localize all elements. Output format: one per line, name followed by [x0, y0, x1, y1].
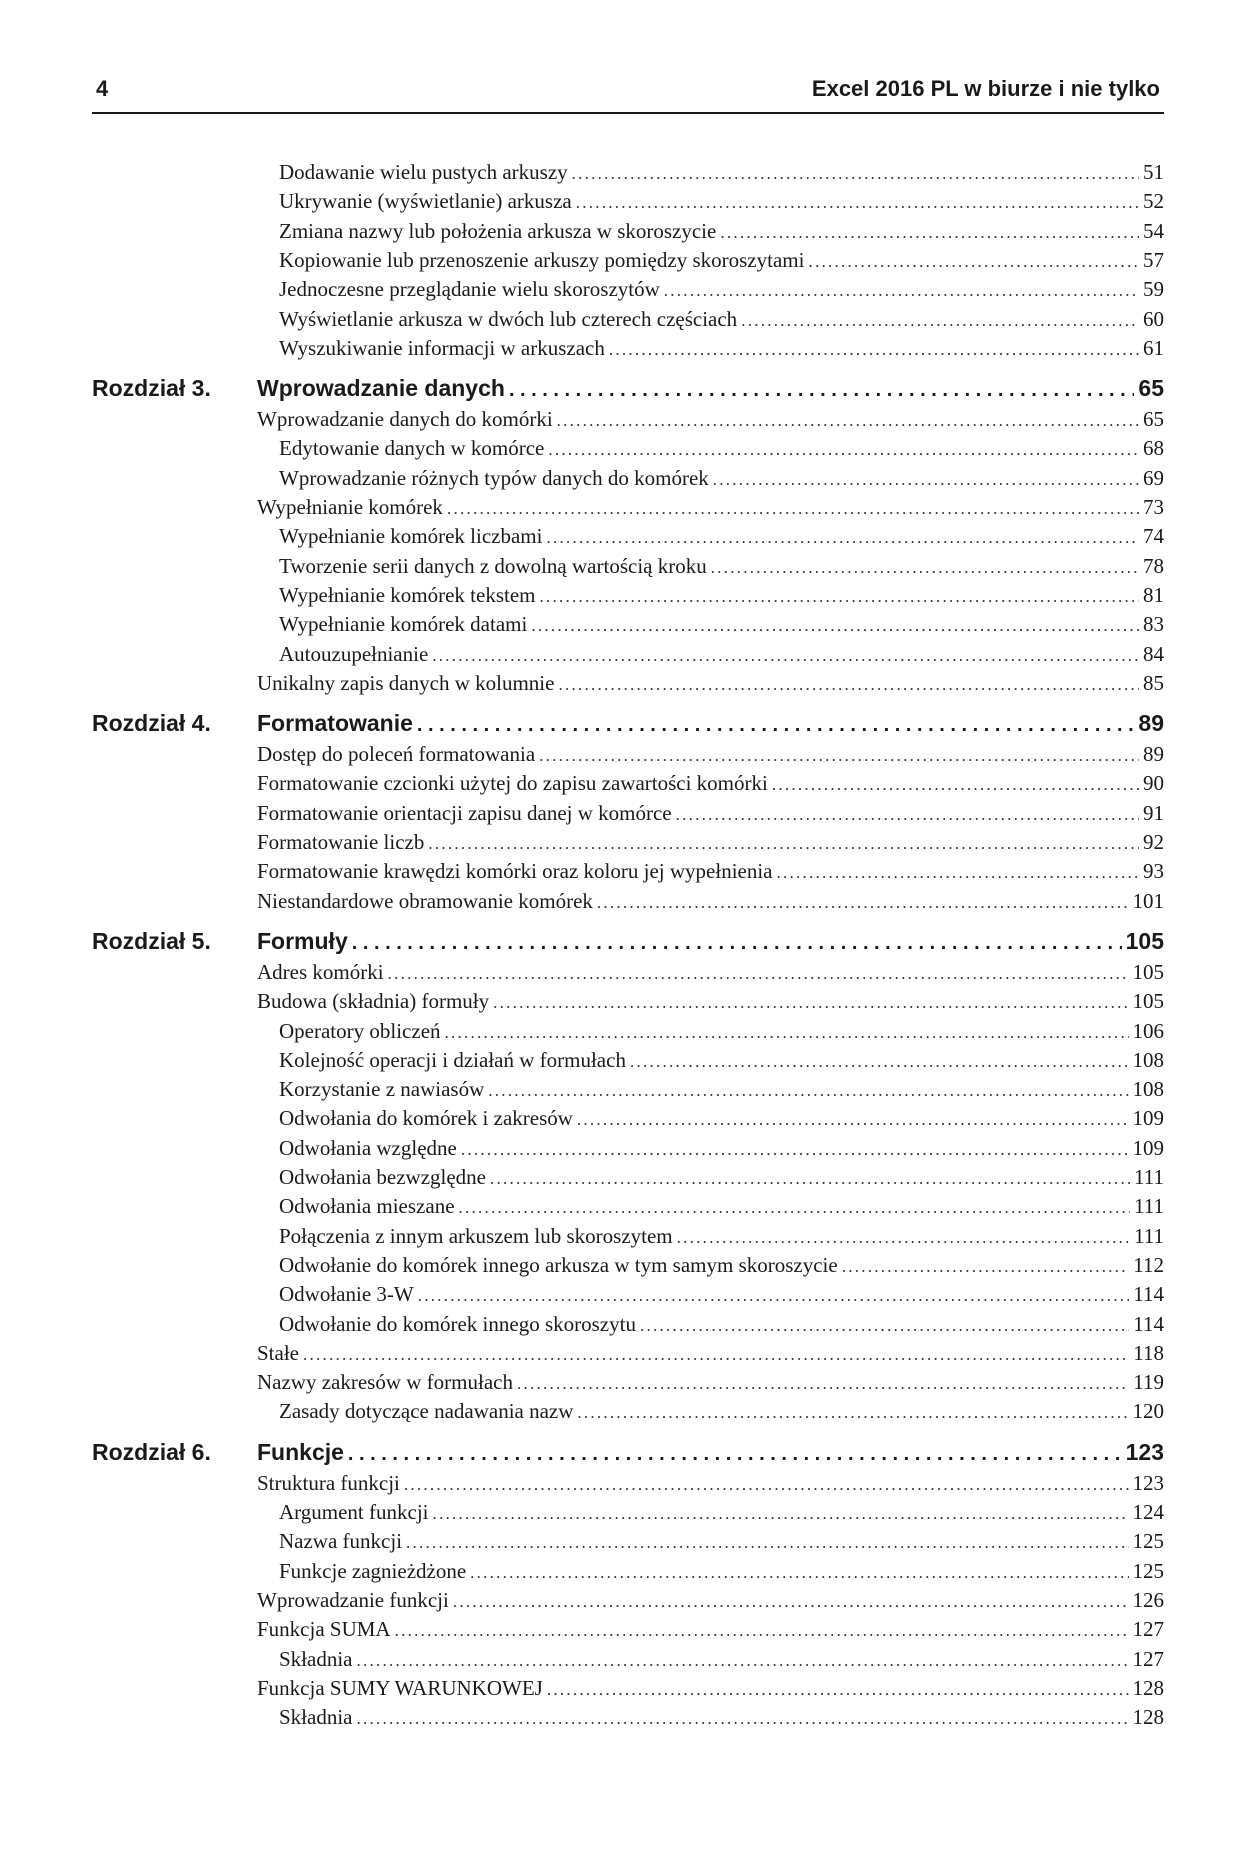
- toc-entry: [279, 189, 1164, 217]
- entry-title: Nazwa funkcji: [279, 1529, 403, 1554]
- page-ref: 118: [1133, 1340, 1164, 1365]
- dot-leader: [433, 1504, 1129, 1524]
- entry-title: Formatowanie krawędzi komórki oraz koloru jej wypełnienia: [257, 859, 773, 884]
- dot-leader: [303, 1345, 1129, 1365]
- toc-entry: [279, 1705, 1164, 1733]
- page-ref: 114: [1133, 1311, 1164, 1336]
- entry-title: Formatowanie orientacji zapisu danej w komórce: [257, 800, 672, 825]
- page-ref: 57: [1143, 247, 1164, 272]
- page-ref: 52: [1143, 189, 1164, 214]
- toc-entry: [279, 642, 1164, 670]
- entry-title: Autouzupełnianie: [279, 641, 429, 666]
- entry-title: Operatory obliczeń: [279, 1018, 441, 1043]
- toc-entry: [279, 1136, 1164, 1164]
- toc-entry: [257, 771, 1164, 799]
- page-ref: 105: [1132, 959, 1164, 984]
- dot-leader: [664, 281, 1139, 301]
- entry-title: Korzystanie z nawiasów: [279, 1077, 485, 1102]
- toc-entry: [279, 1282, 1164, 1310]
- dot-leader: [777, 863, 1139, 883]
- toc-entry: [257, 989, 1164, 1017]
- dot-leader: [517, 1374, 1129, 1394]
- toc-entry: [279, 1019, 1164, 1047]
- page-ref: 111: [1134, 1223, 1164, 1248]
- toc-entry: [279, 219, 1164, 247]
- dot-leader: [461, 1140, 1129, 1160]
- page-ref: 83: [1143, 612, 1164, 637]
- toc-entry: [257, 495, 1164, 523]
- toc-entry: [279, 1559, 1164, 1587]
- toc-entry: [279, 1500, 1164, 1528]
- toc-entry: [257, 742, 1164, 770]
- dot-leader: [539, 746, 1139, 766]
- toc-entry: [279, 1106, 1164, 1134]
- chapter-title: Funkcje: [257, 1438, 344, 1465]
- entry-title: Wypełnianie komórek datami: [279, 612, 528, 637]
- toc-entry: [279, 524, 1164, 552]
- dot-leader: [676, 805, 1139, 825]
- page-ref: 84: [1143, 641, 1164, 666]
- dot-leader: [531, 616, 1139, 636]
- dot-leader: [677, 1228, 1130, 1248]
- entry-title: Wprowadzanie funkcji: [257, 1587, 449, 1612]
- entry-title: Odwołanie 3-W: [279, 1282, 414, 1307]
- entry-title: Dostęp do poleceń formatowania: [257, 742, 536, 767]
- toc-chapter-entry: [92, 710, 1164, 742]
- page-ref: 68: [1143, 436, 1164, 461]
- page-ref: 59: [1143, 277, 1164, 302]
- entry-title: Wprowadzanie danych do komórki: [257, 407, 553, 432]
- page-ref: 93: [1143, 859, 1164, 884]
- dot-leader: [490, 1169, 1130, 1189]
- entry-title: Dodawanie wielu pustych arkuszy: [279, 160, 568, 184]
- entry-title: Argument funkcji: [279, 1500, 429, 1524]
- entry-title: Funkcje zagnieżdżone: [279, 1558, 467, 1583]
- toc-entry: [257, 830, 1164, 858]
- toc-entry: [257, 1370, 1164, 1398]
- entry-title: Składnia: [279, 1705, 353, 1730]
- page-ref: 92: [1143, 830, 1164, 854]
- page-ref: 89: [1138, 710, 1164, 737]
- dot-leader: [493, 993, 1128, 1013]
- entry-title: Stałe: [257, 1340, 299, 1365]
- dot-leader: [577, 1110, 1129, 1130]
- chapter-label: Rozdział 3.: [92, 375, 211, 402]
- page-ref: 101: [1132, 888, 1164, 913]
- dot-leader: [406, 1533, 1128, 1553]
- entry-title: Składnia: [279, 1646, 353, 1671]
- entry-title: Wypełnianie komórek tekstem: [279, 582, 536, 607]
- dot-leader: [418, 1286, 1130, 1306]
- entry-title: Tworzenie serii danych z dowolną wartością kroku: [279, 553, 707, 578]
- toc-entry: [279, 1529, 1164, 1557]
- toc-entry: [257, 1676, 1164, 1704]
- page-ref: 81: [1143, 582, 1164, 607]
- dot-leader: [572, 164, 1139, 184]
- dot-leader: [404, 1475, 1129, 1495]
- page-ref: 65: [1143, 407, 1164, 432]
- toc-entry: [279, 277, 1164, 305]
- dot-leader: [488, 1081, 1128, 1101]
- page-ref: 108: [1132, 1077, 1164, 1102]
- toc-entry: [279, 1647, 1164, 1675]
- dot-leader: [417, 714, 1134, 737]
- page-ref: 69: [1143, 465, 1164, 490]
- entry-title: Odwołania bezwzględne: [279, 1165, 486, 1189]
- dot-leader: [357, 1709, 1129, 1729]
- chapter-label: Rozdział 5.: [92, 927, 211, 954]
- toc-entry: [279, 248, 1164, 276]
- page-ref: 128: [1132, 1705, 1164, 1730]
- entry-title: Funkcja SUMY WARUNKOWEJ: [257, 1675, 543, 1700]
- dot-leader: [808, 252, 1139, 272]
- toc-entry: [279, 307, 1164, 335]
- chapter-title: Formuły: [257, 927, 348, 954]
- entry-title: Kopiowanie lub przenoszenie arkuszy pomiędzy skoroszytami: [279, 247, 805, 272]
- page-ref: 111: [1134, 1194, 1164, 1219]
- toc-entry: [279, 612, 1164, 640]
- dot-leader: [395, 1621, 1129, 1641]
- page-ref: 127: [1132, 1617, 1164, 1642]
- page-ref: 90: [1143, 771, 1164, 796]
- page-ref: 91: [1143, 800, 1164, 825]
- chapter-label: Rozdział 6.: [92, 1438, 211, 1465]
- page-ref: 85: [1143, 670, 1164, 695]
- dot-leader: [630, 1052, 1129, 1072]
- dot-leader: [432, 646, 1139, 666]
- entry-title: Adres komórki: [257, 959, 384, 984]
- page-ref: 78: [1143, 553, 1164, 578]
- dot-leader: [428, 834, 1139, 854]
- chapter-title: Formatowanie: [257, 710, 413, 737]
- entry-title: Niestandardowe obramowanie komórek: [257, 888, 593, 913]
- page-ref: 61: [1143, 335, 1164, 360]
- entry-title: Odwołania względne: [279, 1135, 457, 1160]
- dot-leader: [447, 499, 1139, 519]
- entry-title: Wypełnianie komórek liczbami: [279, 524, 543, 549]
- toc-entry: [257, 1617, 1164, 1645]
- entry-title: Edytowanie danych w komórce: [279, 436, 545, 461]
- toc-entry: [279, 1224, 1164, 1252]
- page-ref: 128: [1132, 1675, 1164, 1700]
- page-ref: 51: [1143, 160, 1164, 184]
- entry-title: Formatowanie liczb: [257, 830, 425, 854]
- entry-title: Odwołanie do komórek innego arkusza w tym samym skoroszycie: [279, 1252, 838, 1277]
- toc-entry: [257, 1341, 1164, 1369]
- toc-entry: [279, 1048, 1164, 1076]
- toc-entry: [279, 336, 1164, 364]
- entry-title: Kolejność operacji i działań w formułach: [279, 1047, 626, 1072]
- dot-leader: [576, 193, 1139, 213]
- dot-leader: [453, 1592, 1129, 1612]
- entry-title: Formatowanie czcionki użytej do zapisu zawartości komórki: [257, 771, 768, 796]
- dot-leader: [713, 470, 1139, 490]
- dot-leader: [577, 1403, 1128, 1423]
- dot-leader: [558, 675, 1139, 695]
- page-number: 4: [96, 76, 109, 101]
- page-ref: 127: [1132, 1646, 1164, 1671]
- dot-leader: [509, 379, 1134, 402]
- dot-leader: [546, 528, 1139, 548]
- dot-leader: [741, 311, 1139, 331]
- dot-leader: [352, 932, 1122, 955]
- toc-entry: [279, 1312, 1164, 1340]
- page-ref: 119: [1133, 1370, 1164, 1395]
- page-ref: 105: [1125, 927, 1164, 954]
- entry-title: Struktura funkcji: [257, 1470, 400, 1495]
- page-ref: 73: [1143, 495, 1164, 519]
- page-ref: 125: [1132, 1558, 1164, 1583]
- entry-title: Odwołanie do komórek innego skoroszytu: [279, 1311, 636, 1336]
- page-ref: 109: [1132, 1135, 1164, 1160]
- dot-leader: [547, 1680, 1129, 1700]
- page-ref: 108: [1132, 1047, 1164, 1072]
- chapter-label: Rozdział 4.: [92, 710, 211, 737]
- page-ref: 120: [1132, 1399, 1164, 1424]
- dot-leader: [459, 1198, 1131, 1218]
- dot-leader: [557, 411, 1139, 431]
- page-ref: 65: [1138, 375, 1164, 402]
- page-ref: 89: [1143, 742, 1164, 767]
- entry-title: Wyświetlanie arkusza w dwóch lub czterech częściach: [279, 306, 738, 331]
- entry-title: Wprowadzanie różnych typów danych do komórek: [279, 465, 709, 490]
- toc-entry: [257, 801, 1164, 829]
- toc-entry: [279, 1399, 1164, 1427]
- entry-title: Budowa (składnia) formuły: [257, 989, 490, 1014]
- page-ref: 114: [1133, 1282, 1164, 1307]
- entry-title: Wyszukiwanie informacji w arkuszach: [279, 335, 605, 360]
- book-title: Excel 2016 PL w biurze i nie tylko: [811, 76, 1160, 101]
- entry-title: Połączenia z innym arkuszem lub skoroszytem: [279, 1223, 673, 1248]
- dot-leader: [548, 440, 1139, 460]
- page-ref: 105: [1132, 989, 1164, 1014]
- dot-leader: [445, 1023, 1129, 1043]
- toc-entry: [279, 1165, 1164, 1193]
- entry-title: Zasady dotyczące nadawania nazw: [279, 1399, 574, 1424]
- toc-entry: [257, 889, 1164, 917]
- toc-entry: [257, 1471, 1164, 1499]
- toc-entry: [257, 671, 1164, 699]
- page-ref: 54: [1143, 218, 1164, 243]
- toc-entry: [257, 859, 1164, 887]
- entry-title: Ukrywanie (wyświetlanie) arkusza: [279, 189, 572, 214]
- page-ref: 125: [1132, 1529, 1164, 1554]
- page-ref: 109: [1132, 1106, 1164, 1131]
- entry-title: Funkcja SUMA: [257, 1617, 391, 1642]
- dot-leader: [842, 1257, 1130, 1277]
- toc-chapter-entry: [92, 1439, 1164, 1471]
- dot-leader: [711, 558, 1139, 578]
- entry-title: Nazwy zakresów w formułach: [257, 1370, 513, 1395]
- entry-title: Odwołania mieszane: [279, 1194, 455, 1219]
- page-ref: 106: [1132, 1018, 1164, 1043]
- toc-entry: [257, 407, 1164, 435]
- page-ref: 112: [1133, 1252, 1164, 1277]
- toc-entry: [257, 1588, 1164, 1616]
- dot-leader: [720, 223, 1139, 243]
- chapter-title: Wprowadzanie danych: [257, 375, 505, 402]
- page-ref: 124: [1132, 1500, 1164, 1524]
- toc-chapter-entry: [92, 928, 1164, 960]
- page-ref: 126: [1132, 1587, 1164, 1612]
- toc-entry: [257, 960, 1164, 988]
- page-header: [92, 72, 1164, 114]
- dot-leader: [772, 775, 1139, 795]
- toc-entry: [279, 1194, 1164, 1222]
- entry-title: Zmiana nazwy lub położenia arkusza w skoroszycie: [279, 218, 717, 243]
- entry-title: Jednoczesne przeglądanie wielu skoroszytów: [279, 277, 660, 302]
- toc-entry: [279, 160, 1164, 188]
- dot-leader: [357, 1651, 1129, 1671]
- dot-leader: [540, 587, 1140, 607]
- dot-leader: [388, 964, 1129, 984]
- toc-entry: [279, 554, 1164, 582]
- entry-title: Wypełnianie komórek: [257, 495, 443, 519]
- page-ref: 123: [1132, 1470, 1164, 1495]
- dot-leader: [470, 1563, 1128, 1583]
- dot-leader: [640, 1316, 1129, 1336]
- entry-title: Odwołania do komórek i zakresów: [279, 1106, 573, 1131]
- page-ref: 60: [1143, 306, 1164, 331]
- page-ref: 111: [1134, 1165, 1164, 1189]
- page-ref: 123: [1125, 1438, 1164, 1465]
- toc-entry: [279, 466, 1164, 494]
- toc-chapter-entry: [92, 375, 1164, 407]
- toc-entry: [279, 1253, 1164, 1281]
- toc-entry: [279, 583, 1164, 611]
- toc-entry: [279, 436, 1164, 464]
- dot-leader: [597, 893, 1129, 913]
- dot-leader: [609, 340, 1139, 360]
- dot-leader: [348, 1443, 1122, 1466]
- entry-title: Unikalny zapis danych w kolumnie: [257, 670, 555, 695]
- page-ref: 74: [1143, 524, 1164, 549]
- toc-entry: [279, 1077, 1164, 1105]
